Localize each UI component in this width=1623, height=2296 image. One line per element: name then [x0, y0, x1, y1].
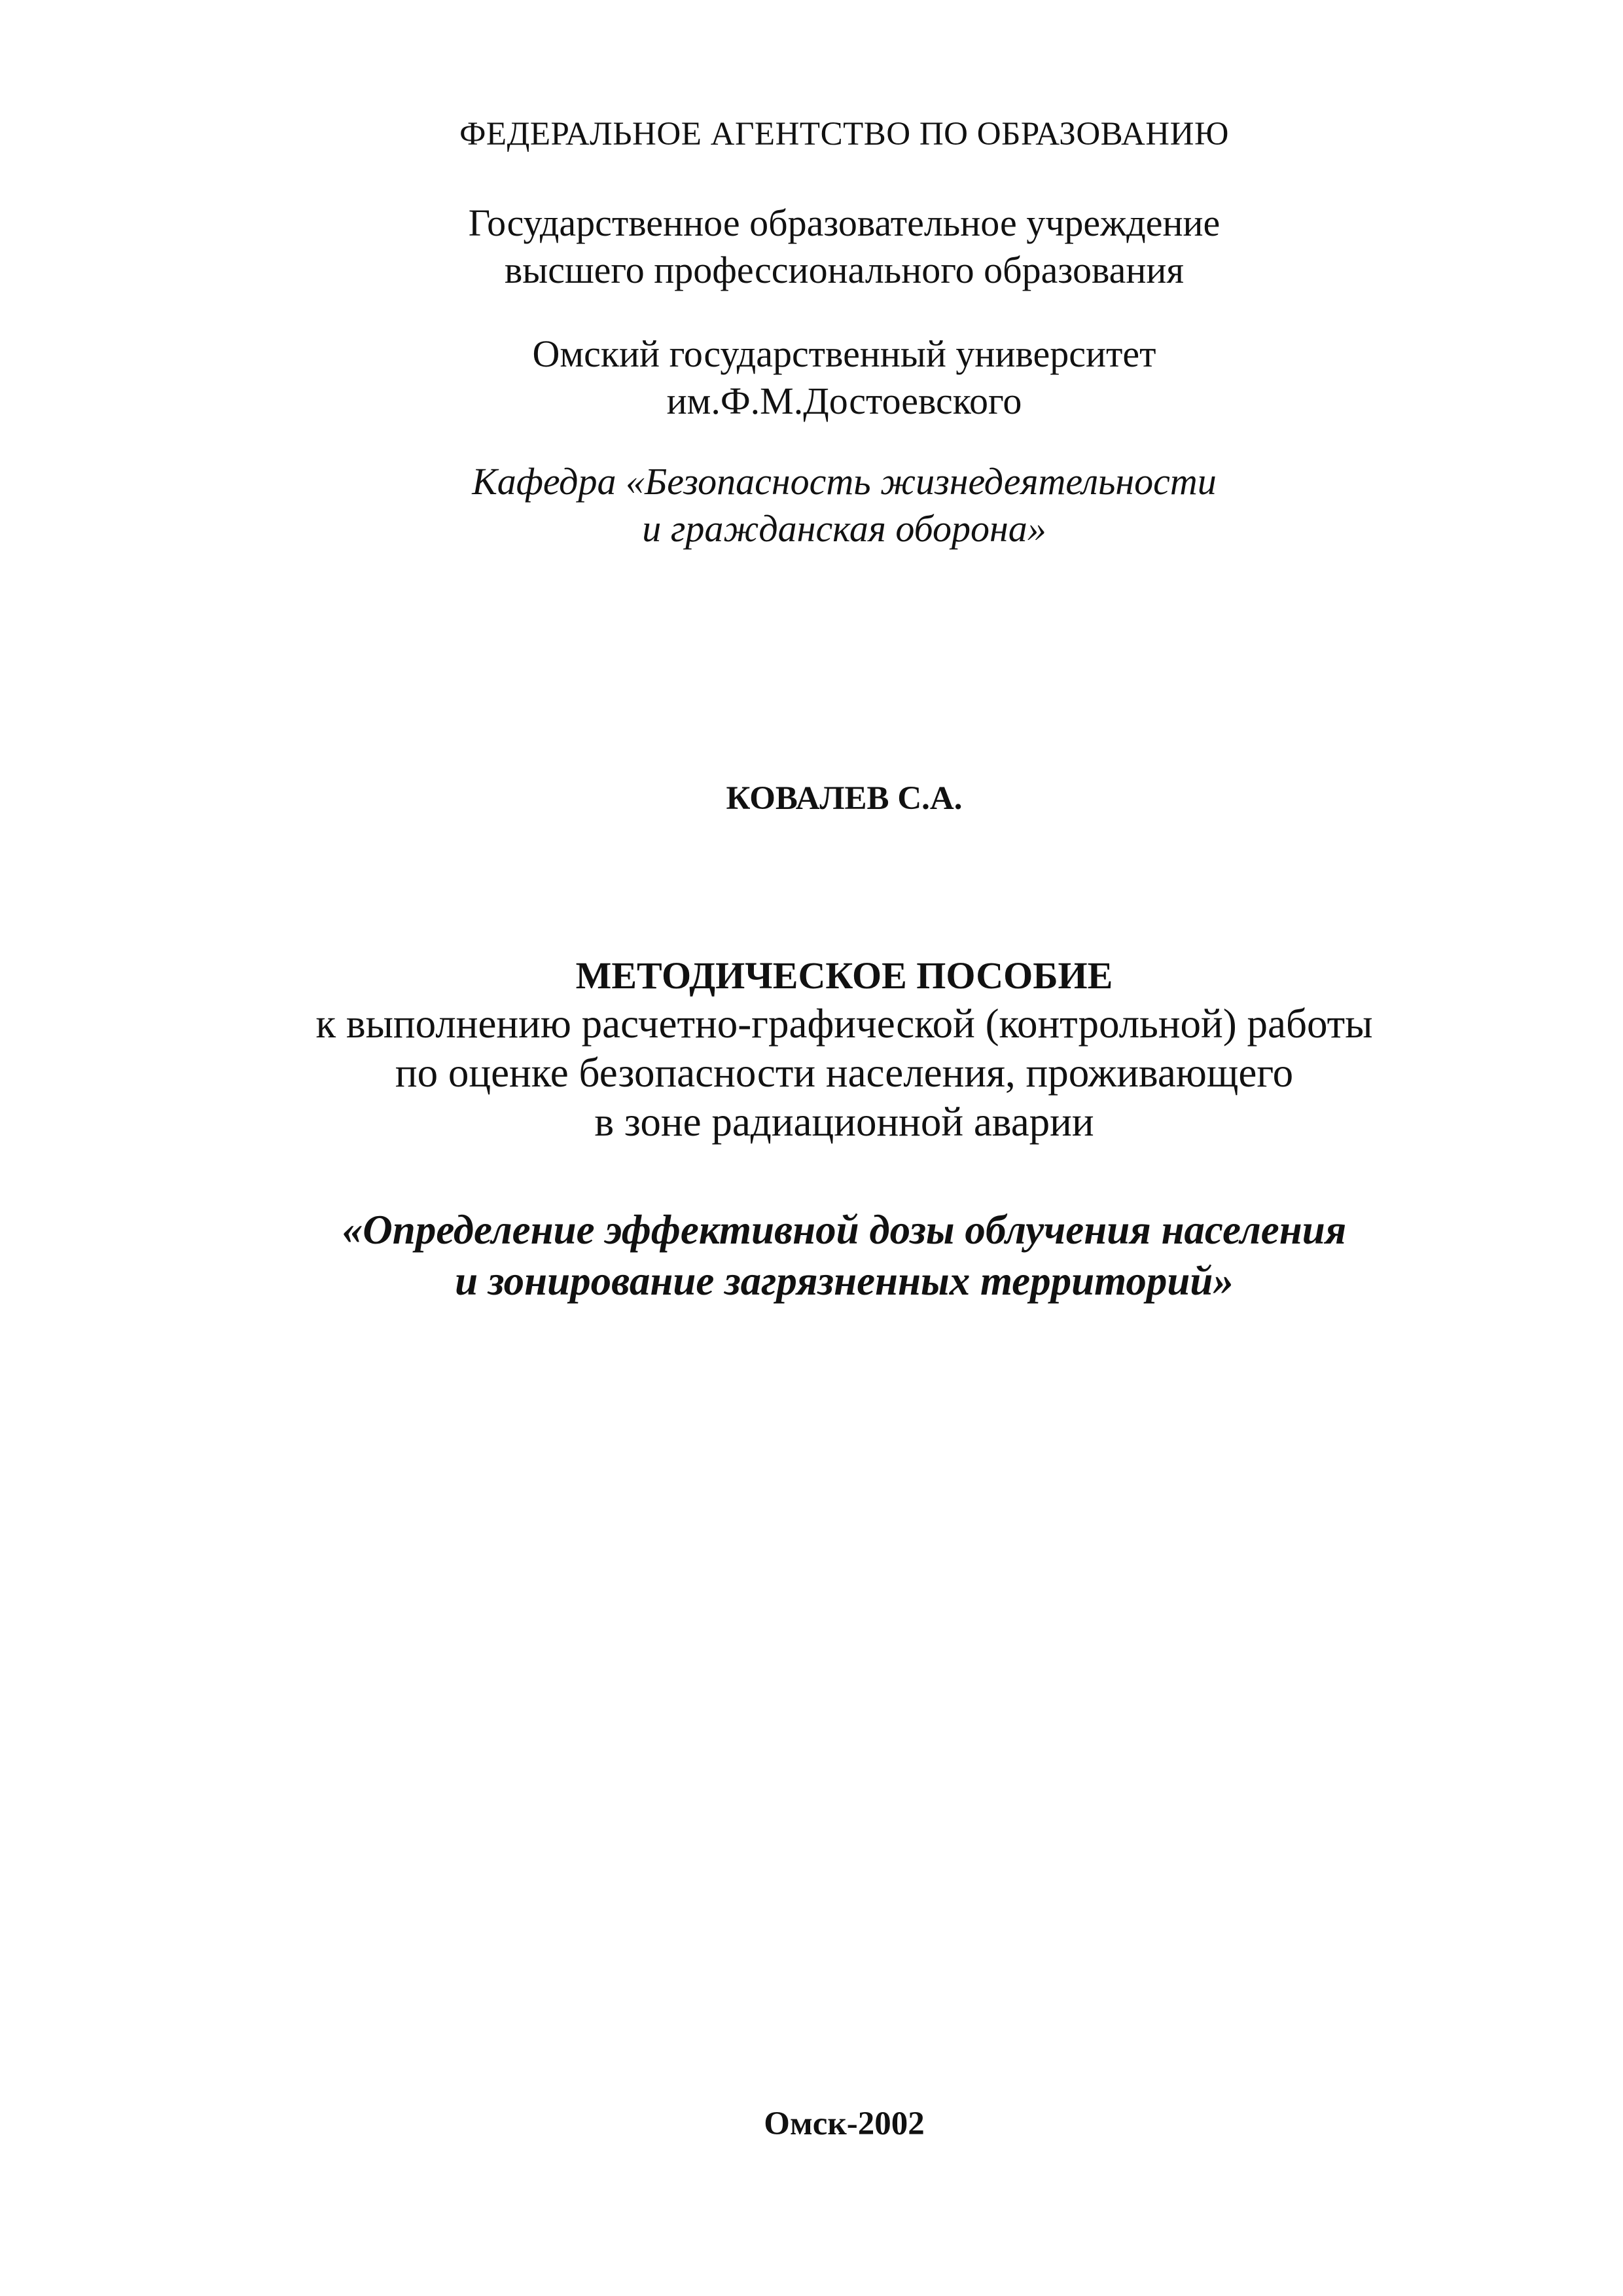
document-subtitle-block — [0, 999, 1623, 1147]
document-subtitle-line-1: к выполнению расчетно-графической (контрольной) работы — [315, 1001, 1373, 1047]
author-block — [0, 779, 1623, 818]
author-name: КОВАЛЕВ С.А. — [726, 780, 963, 817]
document-title-block — [0, 1204, 1623, 1306]
document-type: МЕТОДИЧЕСКОЕ ПОСОБИЕ — [575, 954, 1113, 997]
institution-line-2: высшего профессионального образования — [504, 249, 1185, 291]
city-year: Омск-2002 — [764, 2106, 925, 2142]
document-subtitle-line-2: по оценке безопасности населения, проживающего — [395, 1050, 1294, 1096]
institution-block — [0, 200, 1623, 294]
department-line-1: Кафедра «Безопасность жизнедеятельности — [472, 460, 1217, 503]
document-title-line-2: и зонирование загрязненных территорий» — [455, 1258, 1234, 1304]
document-type-block — [0, 952, 1623, 999]
document-subtitle-line-3: в зоне радиационной аварии — [594, 1099, 1094, 1145]
institution-line-1: Государственное образовательное учреждение — [468, 202, 1221, 244]
university-line-1: Омский государственный университет — [532, 332, 1156, 375]
department-block — [0, 458, 1623, 552]
university-line-2: им.Ф.М.Достоевского — [666, 380, 1022, 422]
university-block — [0, 331, 1623, 425]
agency-heading — [0, 115, 1623, 154]
city-year-block — [0, 2104, 1623, 2144]
agency-name: ФЕДЕРАЛЬНОЕ АГЕНТСТВО ПО ОБРАЗОВАНИЮ — [459, 116, 1229, 152]
document-title-line-1: «Определение эффективной дозы облучения населения — [342, 1207, 1347, 1253]
department-line-2: и гражданская оборона» — [642, 507, 1046, 550]
